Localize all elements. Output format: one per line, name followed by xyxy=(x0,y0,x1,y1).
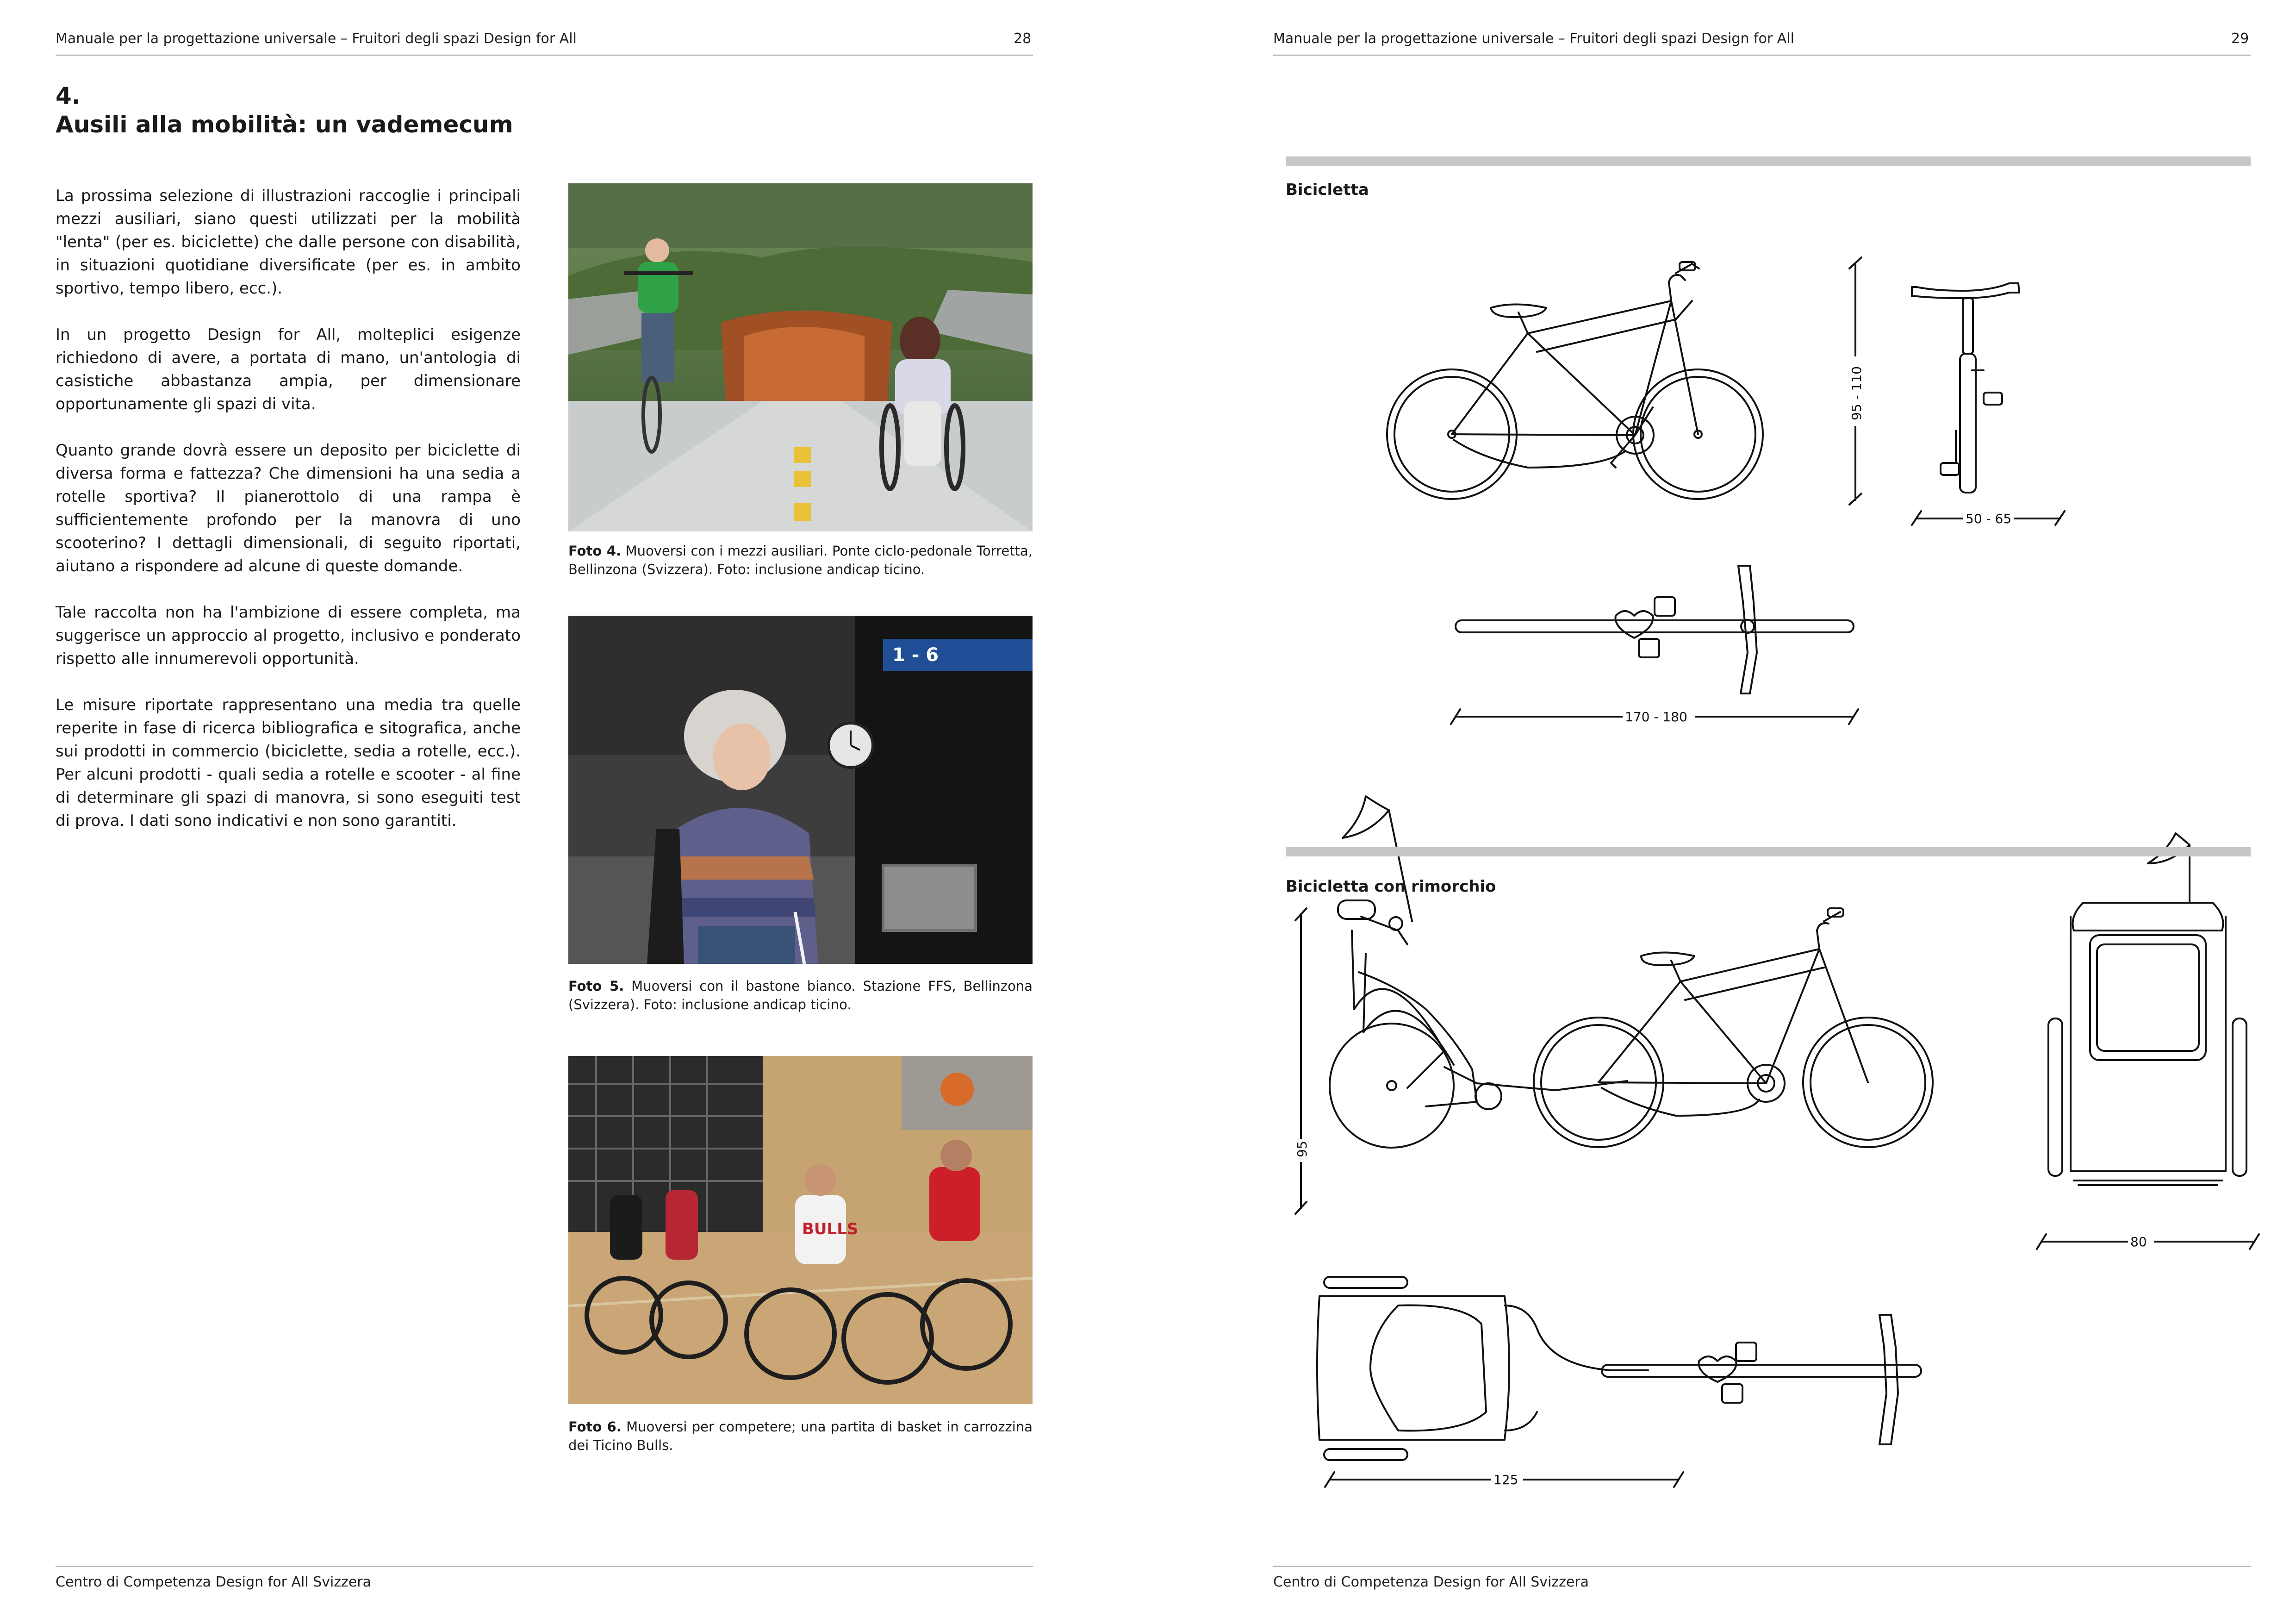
running-header: Manuale per la progettazione universale – Fruitori degli spazi Design for All xyxy=(56,31,577,47)
page-number: 28 xyxy=(1014,31,1032,47)
paragraph: In un progetto Design for All, molteplici esigenze richiedono di avere, a portata di mano, un'antologia di casistiche abbastanza ampia, per dimensionare opportunamente gli spazi di vita. xyxy=(56,325,521,413)
section-title-bicicletta: Bicicletta xyxy=(1286,181,1369,199)
station-sign-text: 1 - 6 xyxy=(892,644,939,666)
dim-label-bike-width: 50 - 65 xyxy=(1966,511,2012,526)
photo-basketball xyxy=(568,1056,1033,1404)
photo-station xyxy=(568,616,1033,964)
running-footer: Centro di Competenza Design for All Svizzera xyxy=(56,1574,372,1590)
dim-label-trailer-width: 80 xyxy=(2130,1234,2147,1249)
photo-caption xyxy=(568,977,1033,1014)
caption-text: Muoversi con i mezzi ausiliari. Ponte ciclo-pedonale Torretta, Bellinzona (Svizzera). Foto: inclusione andicap ticino. xyxy=(568,543,1033,577)
caption-label: Foto 5. xyxy=(568,978,624,994)
caption-label: Foto 4. xyxy=(568,543,622,559)
dim-label-trailer-height: 95 xyxy=(1294,1141,1310,1157)
paragraph: La prossima selezione di illustrazioni raccoglie i principali mezzi ausiliari, siano questi utilizzati per la mobilità "lenta" (per es. biciclette) che dalle persone con disabilità, in situazioni quotidiane diversificate (per es. in ambito sportivo, tempo libero, ecc.). xyxy=(56,187,521,298)
chapter-title: Ausili alla mobilità: un vademecum xyxy=(56,111,513,138)
chapter-number: 4. xyxy=(56,82,81,109)
technical-drawings xyxy=(1148,0,2296,1624)
paragraph: Le misure riportate rappresentano una media tra quelle reperite in fase di ricerca bibliografica e sitografica, anche sui prodotti in commercio (biciclette, sedia a rotelle, ecc.). Per alcuni prodotti - quali sedia a rotelle e scooter - al fine di determinare gli spazi di manovra, si sono eseguiti test di prova. I dati sono indicativi e non sono garantiti. xyxy=(56,696,521,830)
dim-label-bike-length: 170 - 180 xyxy=(1625,709,1687,725)
dim-label-trailer-length: 125 xyxy=(1493,1472,1518,1487)
page-number: 29 xyxy=(2231,31,2249,47)
section-title-bicicletta-rimorchio: Bicicletta con rimorchio xyxy=(1286,877,1496,896)
caption-label: Foto 6. xyxy=(568,1419,622,1435)
paragraph: Tale raccolta non ha l'ambizione di essere completa, ma suggerisce un approccio al progetto, inclusivo e ponderato rispetto alle innumerevoli opportunità. xyxy=(56,603,521,668)
running-footer: Centro di Competenza Design for All Svizzera xyxy=(1273,1574,1589,1590)
running-header: Manuale per la progettazione universale – Fruitori degli spazi Design for All xyxy=(1273,31,1794,47)
section-divider-bar xyxy=(1286,847,2251,856)
footer-rule xyxy=(56,1566,1033,1567)
photo-caption xyxy=(568,542,1033,579)
footer-rule xyxy=(1273,1566,2251,1567)
paragraph: Quanto grande dovrà essere un deposito per biciclette di diversa forma e fattezza? Che dimensioni ha una sedia a rotelle sportiva? Il pianerottolo di una rampa è sufficientemente profondo per la manovra di uno scooterino? I dettagli dimensionali, di seguito riportati, aiutano a rispondere ad alcune di queste domande. xyxy=(56,441,521,575)
header-rule xyxy=(56,55,1033,56)
right-page xyxy=(1148,0,2296,1624)
dim-label-bike-height: 95 - 110 xyxy=(1849,366,1864,420)
jersey-text: BULLS xyxy=(802,1220,859,1238)
photo-bridge xyxy=(568,183,1033,531)
body-text xyxy=(56,184,521,856)
photo-caption xyxy=(568,1418,1033,1455)
caption-text: Muoversi per competere; una partita di basket in carrozzina dei Ticino Bulls. xyxy=(568,1419,1033,1453)
caption-text: Muoversi con il bastone bianco. Stazione FFS, Bellinzona (Svizzera). Foto: inclusione andicap ticino. xyxy=(568,978,1033,1012)
